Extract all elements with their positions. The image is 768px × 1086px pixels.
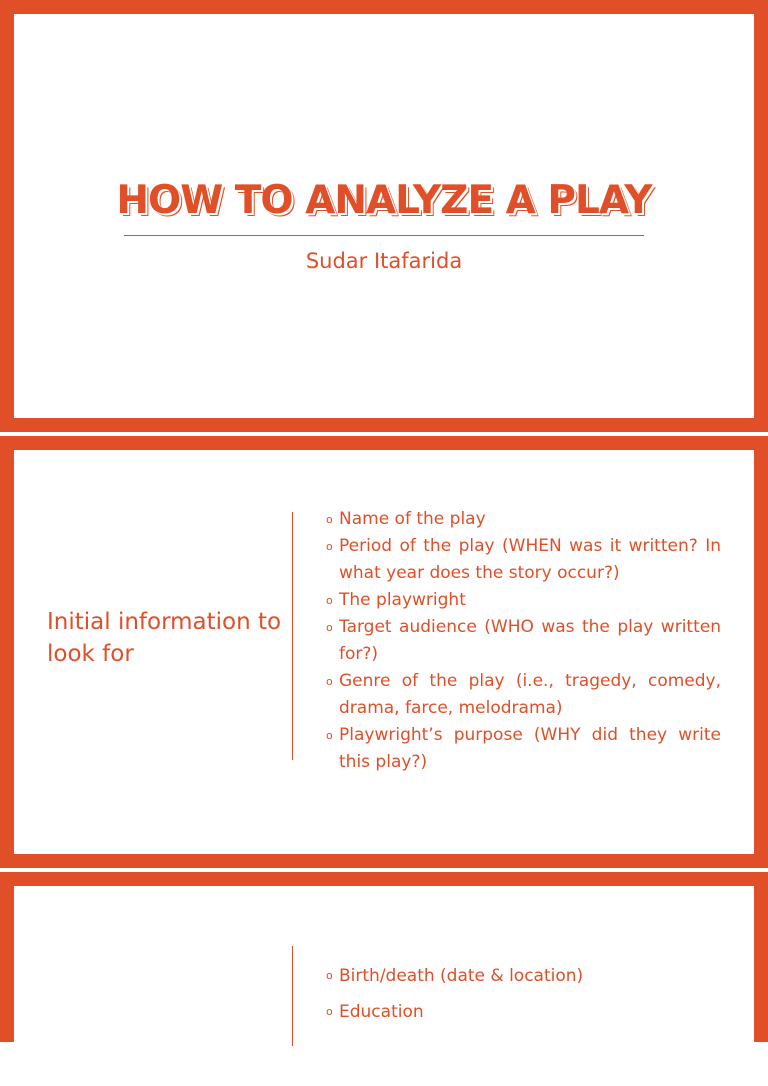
list-item: o Period of the play (WHEN was it written? In what year does the story occur?)	[326, 533, 721, 587]
list-item: o Genre of the play (i.e., tragedy, comedy, drama, farce, melodrama)	[326, 668, 721, 722]
initial-information-list	[326, 506, 721, 776]
bullet-icon: o	[326, 1005, 333, 1018]
bullet-icon: o	[326, 540, 333, 553]
title-slide	[0, 0, 768, 432]
title-slide-content	[14, 14, 754, 418]
bullet-icon: o	[326, 969, 333, 982]
title-underline	[124, 235, 644, 236]
column-divider	[292, 512, 293, 760]
initial-information-slide-content	[14, 450, 754, 854]
bullet-icon: o	[326, 621, 333, 634]
initial-information-slide	[0, 436, 768, 868]
bullet-icon: o	[326, 729, 333, 742]
playwright-slide-content	[14, 886, 754, 1086]
bullet-icon: o	[326, 594, 333, 607]
list-item: o Name of the play	[326, 506, 721, 533]
list-item: o The playwright	[326, 587, 721, 614]
list-item: o Playwright’s purpose (WHY did they write this play?)	[326, 722, 721, 776]
column-divider	[292, 946, 293, 1046]
list-item: o Education	[326, 994, 721, 1030]
list-item: o Target audience (WHO was the play written for?)	[326, 614, 721, 668]
playwright-list	[326, 958, 721, 1030]
slide-title: HOW TO ANALYZE A PLAY	[116, 178, 652, 223]
bullet-icon: o	[326, 675, 333, 688]
bullet-icon: o	[326, 513, 333, 526]
section-heading: Initial information to look for	[47, 609, 282, 667]
list-item: o Birth/death (date & location)	[326, 958, 721, 994]
playwright-slide	[0, 872, 768, 1042]
slide-subtitle: Sudar Itafarida	[305, 249, 463, 273]
